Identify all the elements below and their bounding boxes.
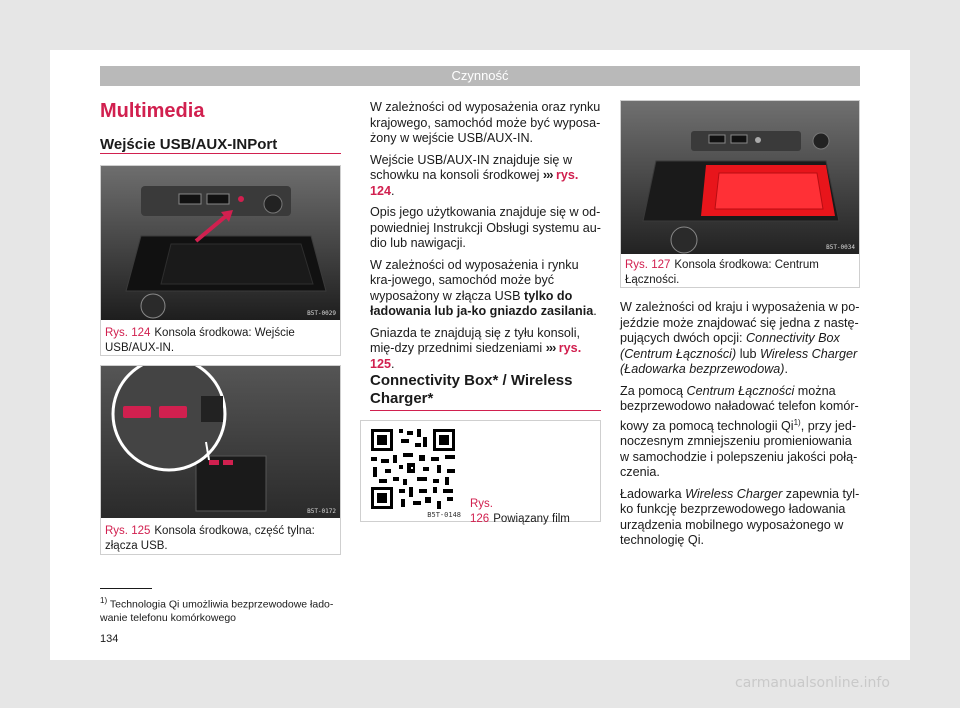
- footnote-marker: 1): [100, 596, 108, 605]
- image-code: B5T-0172: [307, 508, 336, 515]
- rear-usb-illustration: [101, 366, 340, 518]
- connectivity-box-photo: [621, 101, 859, 254]
- section-rule: [370, 410, 601, 411]
- paragraph: W zależności od wyposażenia i rynku kra-jowego, samochód może być wyposażony w złącza USB tylko do ładowania lub ja-ko gniazdo zasilania.: [370, 257, 597, 318]
- body-column-3: [620, 300, 860, 555]
- footnote-marker[interactable]: 1): [793, 417, 801, 427]
- caption-127: [625, 258, 855, 288]
- rear-usb-photo: [101, 366, 340, 518]
- paragraph: Wejście USB/AUX-IN znajduje się w schowku na konsoli środkowej ››› rys. 124.: [370, 152, 579, 198]
- paragraph: [620, 487, 860, 549]
- caption-125: [105, 524, 335, 554]
- paragraph-italic-text: Connectivity Box (Centrum Łączności): [620, 331, 840, 361]
- qr-code-icon[interactable]: [363, 423, 463, 520]
- console-usb-photo: [101, 166, 340, 320]
- paragraph-text: Gniazda te znajdują się z tyłu konsoli, mię-dzy przednimi siedzeniami: [370, 325, 581, 355]
- figure-caption-text: Konsola środkowa: Wejście USB/AUX-IN.: [105, 327, 295, 354]
- figure-124: [100, 165, 341, 356]
- caption-126: [470, 497, 570, 527]
- paragraph-bold-text: tylko do ładowania lub ja-ko gniazdo zasilania: [370, 288, 594, 318]
- figure-127: [620, 100, 860, 288]
- figure-number: Rys. 126: [470, 498, 493, 525]
- paragraph: Gniazda te znajdują się z tyłu konsoli, mię-dzy przednimi siedzeniami ››› rys. 125.: [370, 325, 582, 371]
- section-subtitle: Wejście USB/AUX-INPort: [100, 136, 278, 153]
- figure-126: [360, 420, 601, 525]
- paragraph-text: W zależności od kraju i wyposażenia w po-jeździe może znajdować się jedna z nastę-pujących dwóch opcji:: [620, 300, 860, 345]
- qr-code-box[interactable]: [363, 423, 463, 520]
- image-code: B5T-0148: [427, 511, 461, 519]
- image-code: B5T-0034: [826, 244, 855, 251]
- paragraph: W zależności od kraju i wyposażenia w po-jeździe może znajdować się jedna z nastę-pujących dwóch opcji: Connectivity Box (Centrum Łączności) lub Wireless Charger (Ładowarka bezprzewodowa).: [620, 300, 860, 376]
- section-header: Czynność: [100, 66, 860, 86]
- figure-caption-text: Konsola środkowa, część tylna: złącza USB.: [105, 525, 315, 552]
- paragraph: [620, 384, 860, 481]
- paragraph-text: zapewnia tyl-ko funkcję bezprzewodowego ładowania urządzenia mobilnego wyposażonego w technologię Qi.: [620, 486, 860, 548]
- section-heading: Connectivity Box* / Wireless Charger*: [370, 372, 573, 407]
- page-title: Multimedia: [100, 100, 205, 122]
- figure-reference-link[interactable]: rys. 125: [370, 341, 582, 371]
- figure-reference-link[interactable]: rys. 124: [370, 168, 579, 198]
- figure-caption-text: Konsola środkowa: Centrum Łączności.: [625, 259, 819, 286]
- watermark: carmanualsonline.info: [735, 675, 890, 691]
- connectivity-box-illustration: [621, 101, 859, 254]
- footnote-text: Technologia Qi umożliwia bezprzewodowe łado-wanie telefonu komórkowego: [100, 598, 334, 624]
- reference-arrow-icon: ›››: [542, 168, 553, 182]
- paragraph-text: Ładowarka: [620, 486, 682, 501]
- body-column-2: [370, 100, 602, 378]
- paragraph-text: Wejście USB/AUX-IN znajduje się w schowku na konsoli środkowej: [370, 152, 573, 182]
- subtitle-rule: [100, 153, 341, 154]
- paragraph-italic-text: Wireless Charger: [685, 486, 783, 501]
- reference-arrow-icon: ›››: [545, 341, 556, 355]
- footnote-rule: [100, 588, 152, 589]
- image-code: B5T-0029: [307, 310, 336, 317]
- paragraph-italic-text: Centrum Łączności: [686, 383, 795, 398]
- page-number: 134: [100, 633, 119, 645]
- figure-number: Rys. 124: [105, 327, 151, 339]
- console-usb-illustration: [101, 166, 340, 320]
- figure-125: [100, 365, 341, 555]
- footnote: [100, 594, 350, 625]
- paragraph-text: można bezprzewodowo naładować telefon komór-kowy za pomocą technologii Qi: [620, 383, 859, 433]
- paragraph-text: Za pomocą: [620, 383, 683, 398]
- figure-caption-text: Powiązany film: [493, 513, 570, 525]
- paragraph-italic-text: Wireless Charger (Ładowarka bezprzewodowa): [620, 346, 858, 376]
- caption-124: [105, 326, 335, 356]
- figure-number: Rys. 127: [625, 259, 671, 271]
- paragraph: W zależności od wyposażenia oraz rynku krajowego, samochód może być wyposa-żony w wejście USB/AUX-IN.: [370, 100, 601, 145]
- paragraph-text: lub: [739, 346, 757, 361]
- paragraph-text: W zależności od wyposażenia i rynku kra-jowego, samochód może być wyposażony w złącza USB: [370, 257, 579, 303]
- figure-number: Rys. 125: [105, 525, 151, 537]
- paragraph-text: , przy jed-noczesnym zmniejszeniu promieniowania w samochodzie i polepszeniu jakości połą-czenia.: [620, 418, 858, 480]
- paragraph: Opis jego użytkowania znajduje się w od-powiedniej Instrukcji Obsługi systemu au-dio lub nawigacji.: [370, 205, 601, 250]
